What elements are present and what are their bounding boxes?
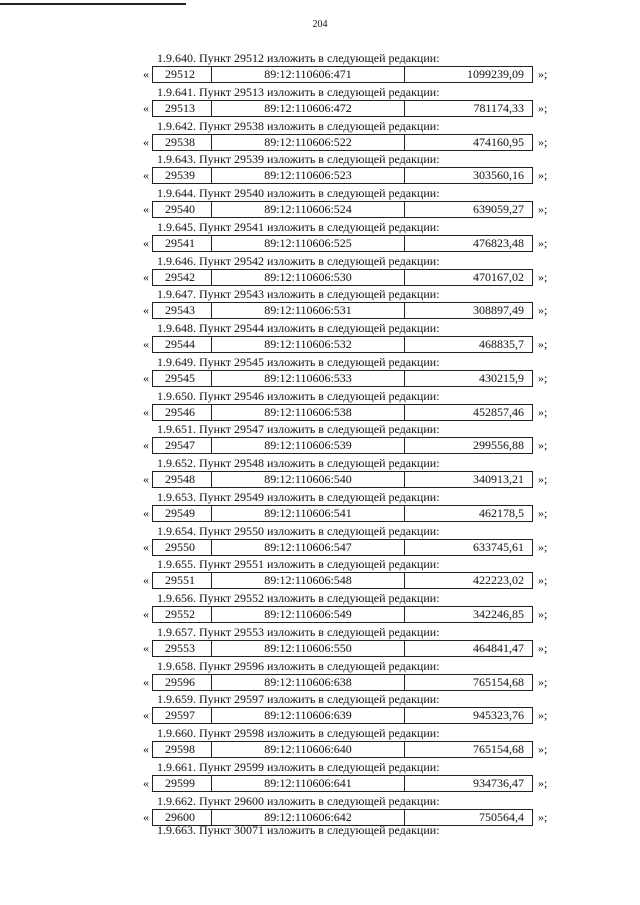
amendment-entry: [0, 422, 640, 456]
value-cell: 639059,27: [473, 202, 524, 216]
amendment-table: [152, 539, 533, 556]
item-number-cell: 29542: [153, 270, 212, 285]
opening-quote: «: [143, 505, 149, 520]
amendment-heading: 1.9.649. Пункт 29545 изложить в следующей редакции:: [157, 354, 440, 369]
value-cell: 750564,4: [479, 809, 524, 824]
amendment-entry: [0, 591, 640, 625]
amendment-heading: 1.9.645. Пункт 29541 изложить в следующей редакции:: [157, 219, 440, 234]
closing-quote: »;: [538, 202, 548, 216]
cadastral-number-cell: 89:12:110606:638: [212, 675, 405, 690]
amendment-table: [152, 201, 533, 218]
opening-quote: «: [143, 67, 149, 81]
closing-quote: »;: [538, 607, 548, 621]
closing-quote: »;: [538, 775, 548, 790]
value-cell: 468835,7: [479, 337, 524, 351]
cadastral-number-cell: 89:12:110606:471: [212, 67, 405, 82]
opening-quote: «: [143, 708, 149, 723]
opening-quote: «: [143, 809, 149, 824]
amendment-row: [0, 201, 640, 218]
amendment-table: [152, 66, 533, 83]
amendment-entry: [0, 659, 640, 693]
opening-quote: «: [143, 202, 149, 216]
amendment-table: [152, 302, 533, 319]
cadastral-number-cell: 89:12:110606:540: [212, 472, 405, 487]
amendment-table: [152, 741, 533, 758]
amendment-table: [152, 269, 533, 286]
item-number-cell: 29553: [153, 641, 212, 656]
amendment-entry: [0, 726, 640, 760]
value-cell: 452857,46: [473, 404, 524, 419]
amendment-row: [0, 302, 640, 319]
opening-quote: «: [143, 404, 149, 419]
amendment-table: [152, 572, 533, 589]
amendment-table: [152, 134, 533, 151]
value-cell: 303560,16: [473, 168, 524, 183]
closing-quote: »;: [538, 303, 548, 318]
value-cell: 781174,33: [473, 100, 524, 115]
amendment-row: [0, 100, 640, 117]
amendment-heading: 1.9.642. Пункт 29538 изложить в следующей редакции:: [157, 118, 440, 133]
opening-quote: «: [143, 640, 149, 655]
value-cell: 945323,76: [473, 708, 524, 723]
cadastral-number-cell: 89:12:110606:640: [212, 742, 405, 757]
amendment-table: [152, 167, 533, 184]
amendment-row: [0, 269, 640, 286]
item-number-cell: 29544: [153, 337, 212, 352]
amendment-entry: [0, 51, 640, 85]
cadastral-number-cell: 89:12:110606:539: [212, 438, 405, 453]
value-cell: 470167,02: [473, 269, 524, 284]
value-cell: 1099239,09: [467, 67, 524, 81]
page-number: 204: [312, 19, 328, 30]
amendment-table: [152, 336, 533, 353]
closing-quote: »;: [538, 269, 548, 284]
closing-quote: »;: [538, 235, 548, 250]
closing-quote: »;: [538, 809, 548, 824]
amendment-heading: 1.9.644. Пункт 29540 изложить в следующей редакции:: [157, 186, 440, 200]
amendment-table: [152, 437, 533, 454]
closing-quote: »;: [538, 438, 548, 453]
value-cell: 464841,47: [473, 640, 524, 655]
amendment-entry: [0, 456, 640, 490]
amendment-table: [152, 775, 533, 792]
amendment-heading: 1.9.646. Пункт 29542 изложить в следующей редакции:: [157, 253, 440, 268]
amendment-entry: [0, 220, 640, 254]
value-cell: 422223,02: [473, 573, 524, 588]
amendment-entry: [0, 321, 640, 355]
value-cell: 342246,85: [473, 607, 524, 621]
amendment-entry: [0, 287, 640, 321]
amendment-entry: [0, 355, 640, 389]
item-number-cell: 29546: [153, 405, 212, 420]
amendment-row: [0, 167, 640, 184]
amendment-row: [0, 539, 640, 556]
opening-quote: «: [143, 742, 149, 756]
amendments-list: [0, 51, 640, 827]
amendment-row: [0, 471, 640, 488]
amendment-heading: 1.9.655. Пункт 29551 изложить в следующей редакции:: [157, 557, 440, 572]
amendment-table: [152, 707, 533, 724]
item-number-cell: 29513: [153, 101, 212, 116]
opening-quote: «: [143, 573, 149, 588]
amendment-table: [152, 640, 533, 657]
closing-quote: »;: [538, 337, 548, 351]
cadastral-number-cell: 89:12:110606:525: [212, 236, 405, 251]
amendment-table: [152, 505, 533, 522]
value-cell: 474160,95: [473, 134, 524, 149]
value-cell: 340913,21: [473, 472, 524, 486]
closing-quote: »;: [538, 134, 548, 149]
opening-quote: «: [143, 674, 149, 689]
item-number-cell: 29539: [153, 168, 212, 183]
amendment-entry: [0, 760, 640, 794]
amendment-heading: 1.9.651. Пункт 29547 изложить в следующей редакции:: [157, 422, 440, 437]
item-number-cell: 29596: [153, 675, 212, 690]
amendment-heading: 1.9.654. Пункт 29550 изложить в следующей редакции:: [157, 523, 440, 538]
amendment-table: [152, 100, 533, 117]
cadastral-number-cell: 89:12:110606:532: [212, 337, 405, 352]
value-cell: 299556,88: [473, 438, 524, 453]
amendment-row: [0, 674, 640, 691]
amendment-heading: 1.9.648. Пункт 29544 изложить в следующей редакции:: [157, 321, 440, 335]
item-number-cell: 29545: [153, 371, 212, 386]
amendment-row: [0, 741, 640, 758]
cadastral-number-cell: 89:12:110606:533: [212, 371, 405, 386]
top-rule: [0, 3, 186, 5]
amendment-row: [0, 336, 640, 353]
closing-quote: »;: [538, 404, 548, 419]
closing-quote: »;: [538, 168, 548, 183]
amendment-table: [152, 235, 533, 252]
closing-quote: »;: [538, 742, 548, 756]
cadastral-number-cell: 89:12:110606:538: [212, 405, 405, 420]
closing-quote: »;: [538, 472, 548, 486]
cadastral-number-cell: 89:12:110606:549: [212, 607, 405, 622]
amendment-heading: 1.9.650. Пункт 29546 изложить в следующей редакции:: [157, 388, 440, 403]
opening-quote: «: [143, 134, 149, 149]
amendment-heading: 1.9.653. Пункт 29549 изложить в следующей редакции:: [157, 489, 440, 504]
amendment-entry: [0, 254, 640, 288]
amendment-table: [152, 471, 533, 488]
item-number-cell: 29538: [153, 135, 212, 150]
item-number-cell: 29552: [153, 607, 212, 622]
item-number-cell: 29543: [153, 303, 212, 318]
closing-quote: »;: [538, 505, 548, 520]
amendment-row: [0, 775, 640, 792]
opening-quote: «: [143, 100, 149, 115]
closing-quote: »;: [538, 640, 548, 655]
closing-quote: »;: [538, 539, 548, 554]
amendment-entry: [0, 186, 640, 220]
item-number-cell: 29598: [153, 742, 212, 757]
amendment-heading: 1.9.658. Пункт 29596 изложить в следующей редакции:: [157, 658, 440, 673]
amendment-entry: [0, 557, 640, 591]
cadastral-number-cell: 89:12:110606:550: [212, 641, 405, 656]
item-number-cell: 29549: [153, 506, 212, 521]
last-amendment-heading: 1.9.663. Пункт 30071 изложить в следующей редакции:: [157, 823, 440, 837]
opening-quote: «: [143, 472, 149, 486]
item-number-cell: 29551: [153, 573, 212, 588]
value-cell: 430215,9: [479, 370, 524, 385]
item-number-cell: 29540: [153, 202, 212, 217]
amendment-table: [152, 370, 533, 387]
amendment-row: [0, 505, 640, 522]
opening-quote: «: [143, 235, 149, 250]
amendment-heading: 1.9.659. Пункт 29597 изложить в следующей редакции:: [157, 692, 440, 707]
item-number-cell: 29512: [153, 67, 212, 82]
item-number-cell: 29547: [153, 438, 212, 453]
amendment-heading: 1.9.640. Пункт 29512 изложить в следующей редакции:: [157, 51, 440, 65]
closing-quote: »;: [538, 708, 548, 723]
opening-quote: «: [143, 269, 149, 284]
item-number-cell: 29550: [153, 540, 212, 555]
opening-quote: «: [143, 337, 149, 351]
value-cell: 633745,61: [473, 539, 524, 554]
closing-quote: »;: [538, 573, 548, 588]
amendment-entry: [0, 490, 640, 524]
amendment-heading: 1.9.661. Пункт 29599 изложить в следующей редакции:: [157, 759, 440, 774]
value-cell: 476823,48: [473, 235, 524, 250]
closing-quote: »;: [538, 100, 548, 115]
amendment-entry: [0, 389, 640, 423]
amendment-row: [0, 606, 640, 623]
value-cell: 462178,5: [479, 505, 524, 520]
value-cell: 308897,49: [473, 303, 524, 318]
cadastral-number-cell: 89:12:110606:522: [212, 135, 405, 150]
cadastral-number-cell: 89:12:110606:548: [212, 573, 405, 588]
amendment-heading: 1.9.662. Пункт 29600 изложить в следующей редакции:: [157, 793, 440, 808]
closing-quote: »;: [538, 67, 548, 81]
amendment-heading: 1.9.641. Пункт 29513 изложить в следующей редакции:: [157, 84, 440, 99]
amendment-row: [0, 640, 640, 657]
item-number-cell: 29548: [153, 472, 212, 487]
item-number-cell: 29541: [153, 236, 212, 251]
cadastral-number-cell: 89:12:110606:523: [212, 168, 405, 183]
item-number-cell: 29600: [153, 810, 212, 825]
cadastral-number-cell: 89:12:110606:530: [212, 270, 405, 285]
value-cell: 765154,68: [473, 742, 524, 756]
value-cell: 934736,47: [473, 775, 524, 790]
amendment-row: [0, 404, 640, 421]
cadastral-number-cell: 89:12:110606:547: [212, 540, 405, 555]
amendment-table: [152, 674, 533, 691]
opening-quote: «: [143, 438, 149, 453]
opening-quote: «: [143, 370, 149, 385]
closing-quote: »;: [538, 674, 548, 689]
amendment-row: [0, 235, 640, 252]
amendment-heading: 1.9.660. Пункт 29598 изложить в следующей редакции:: [157, 726, 440, 740]
cadastral-number-cell: 89:12:110606:639: [212, 708, 405, 723]
cadastral-number-cell: 89:12:110606:641: [212, 776, 405, 791]
amendment-entry: [0, 692, 640, 726]
item-number-cell: 29597: [153, 708, 212, 723]
amendment-table: [152, 606, 533, 623]
amendment-entry: [0, 152, 640, 186]
amendment-heading: 1.9.643. Пункт 29539 изложить в следующей редакции:: [157, 152, 440, 167]
opening-quote: «: [143, 775, 149, 790]
amendment-heading: 1.9.647. Пункт 29543 изложить в следующей редакции:: [157, 287, 440, 302]
amendment-heading: 1.9.657. Пункт 29553 изложить в следующей редакции:: [157, 624, 440, 639]
closing-quote: »;: [538, 370, 548, 385]
opening-quote: «: [143, 303, 149, 318]
amendment-entry: [0, 524, 640, 558]
cadastral-number-cell: 89:12:110606:541: [212, 506, 405, 521]
cadastral-number-cell: 89:12:110606:524: [212, 202, 405, 217]
amendment-row: [0, 707, 640, 724]
cadastral-number-cell: 89:12:110606:642: [212, 810, 405, 825]
item-number-cell: 29599: [153, 776, 212, 791]
amendment-row: [0, 437, 640, 454]
amendment-entry: [0, 85, 640, 119]
opening-quote: «: [143, 168, 149, 183]
amendment-entry: [0, 119, 640, 153]
amendment-row: [0, 572, 640, 589]
amendment-heading: 1.9.652. Пункт 29548 изложить в следующей редакции:: [157, 456, 440, 470]
amendment-row: [0, 66, 640, 83]
cadastral-number-cell: 89:12:110606:472: [212, 101, 405, 116]
amendment-row: [0, 134, 640, 151]
amendment-heading: 1.9.656. Пункт 29552 изложить в следующей редакции:: [157, 591, 440, 605]
opening-quote: «: [143, 607, 149, 621]
opening-quote: «: [143, 539, 149, 554]
amendment-row: [0, 370, 640, 387]
value-cell: 765154,68: [473, 674, 524, 689]
cadastral-number-cell: 89:12:110606:531: [212, 303, 405, 318]
amendment-entry: [0, 625, 640, 659]
amendment-table: [152, 404, 533, 421]
